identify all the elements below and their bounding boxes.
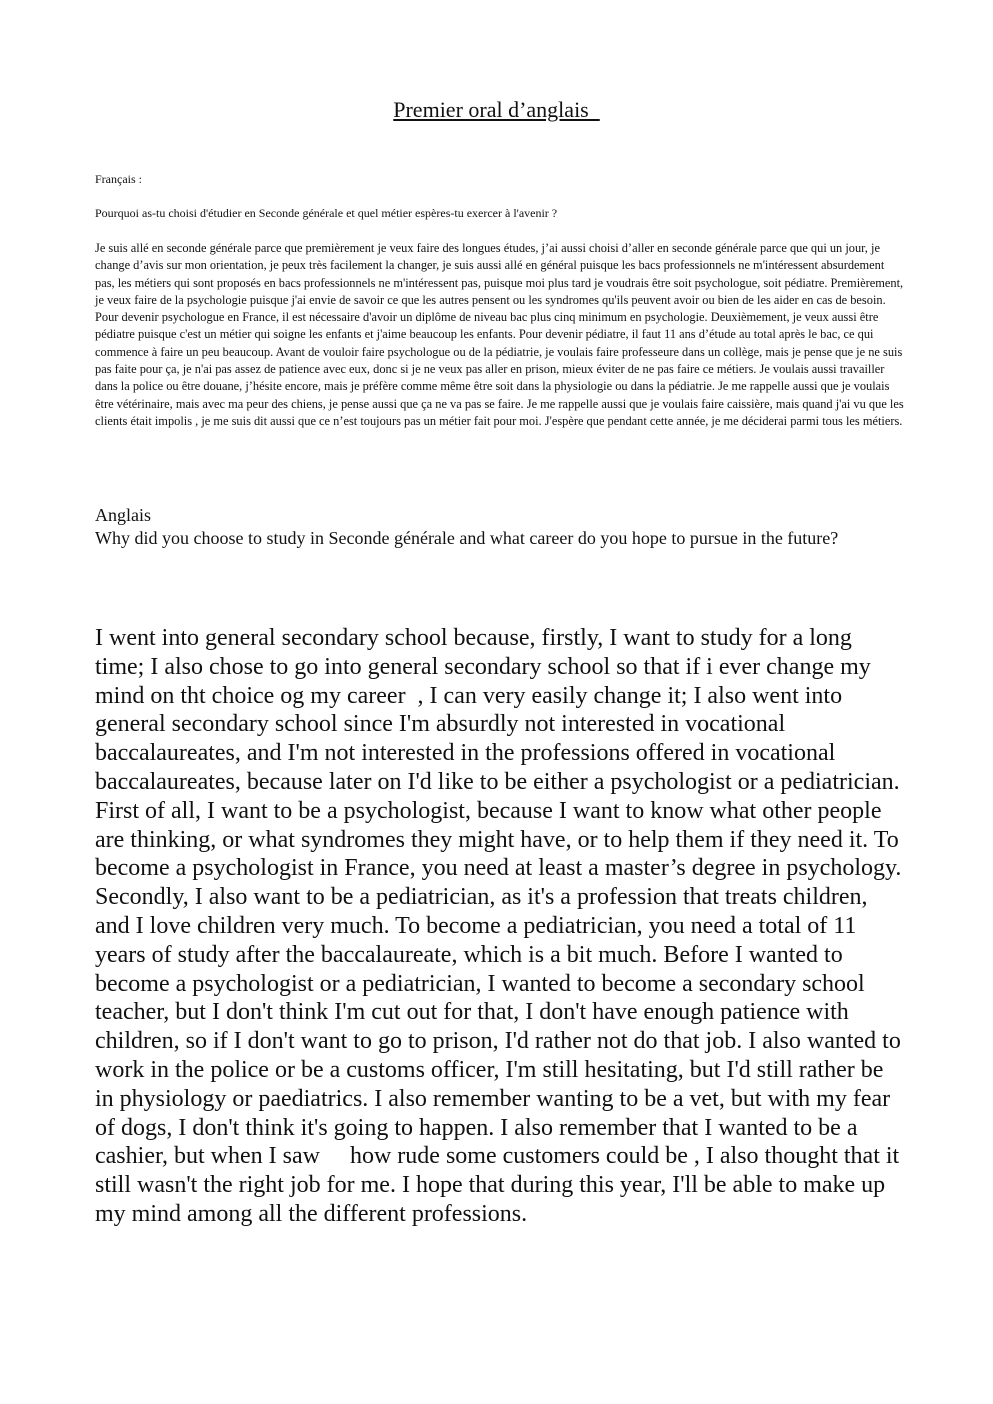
french-question: Pourquoi as-tu choisi d'étudier en Seconde générale et quel métier espères-tu exercer à l'avenir ? xyxy=(95,206,558,220)
french-section-label: Français : xyxy=(95,172,142,186)
english-section-label: Anglais xyxy=(95,505,151,525)
english-question: Why did you choose to study in Seconde générale and what career do you hope to pursue in the future? xyxy=(95,528,839,548)
french-answer-paragraph: Je suis allé en seconde générale parce que premièrement je veux faire des longues études, j’ai aussi choisi d’aller en seconde générale parce que qui un jour, je change d’avis sur mon orientation, je peux très facilement la changer, je suis aussi allé en général puisque les bacs professionnels ne m'intéressent absurdement pas, les métiers qui sont proposés en bacs professionnels ne m'intéressent pas, puisque moi plus tard je voudrais être soit psychologue, soit pédiatre. Premièrement, je veux faire de la psychologie puisque j'ai envie de savoir ce que les autres pensent ou les syndromes qu'ils peuvent avoir ou bien de les aider en cas de besoin. Pour devenir psychologue en France, il est nécessaire d'avoir un diplôme de niveau bac plus cinq minimum en psychologie. Deuxièmement, je veux aussi être pédiatre puisque c'est un métier qui soigne les enfants et j'aime beaucoup les enfants. Pour devenir pédiatre, il faut 11 ans d’étude au total après le bac, ce qui commence à faire un peu beaucoup. Avant de vouloir faire psychologue ou de la pédiatrie, je voulais faire professeure dans un collège, mais je pense que je ne suis pas faite pour ça, je n'ai pas assez de patience avec eux, donc si je ne veux pas aller en prison, mieux éviter de ne pas faire ce métiers. Je voulais aussi travailler dans la police ou être douane, j’hésite encore, mais je préfère comme même être soit dans la physiologie ou dans la pédiatrie. Je me rappelle aussi que je voulais être vétérinaire, mais avec ma peur des chiens, je pense aussi que ça ne va pas se faire. Je me rappelle aussi que je voulais faire caissière, mais quand j'ai vu que les clients était impolis , je me suis dit aussi que ce n’est toujours pas un métier fait pour moi. J'espère que pendant cette année, je me déciderai parmi tous les métiers. xyxy=(95,241,904,428)
english-answer-paragraph: I went into general secondary school because, firstly, I want to study for a long time; I also chose to go into general secondary school so that if i ever change my mind on tht choice og my career , I can very easily change it; I also went into general secondary school since I'm absurdly not interested in vocational baccalaureates, and I'm not interested in the professions offered in vocational baccalaureates, because later on I'd like to be either a psychologist or a pediatrician. First of all, I want to be a psychologist, because I want to know what other people are thinking, or what syndromes they might have, or to help them if they need it. To become a psychologist in France, you need at least a master’s degree in psychology. Secondly, I also want to be a pediatrician, as it's a profession that treats children, and I love children very much. To become a pediatrician, you need a total of 11 years of study after the baccalaureate, which is a bit much. Before I wanted to become a psychologist or a pediatrician, I wanted to become a secondary school teacher, but I don't think I'm cut out for that, I don't have enough patience with children, so if I don't want to go to prison, I'd rather not do that job. I also wanted to work in the police or be a customs officer, I'm still hesitating, but I'd still rather be in physiology or paediatrics. I also remember wanting to be a vet, but with my fear of dogs, I don't think it's going to happen. I also remember that I wanted to be a cashier, but when I saw how rude some customers could be , I also thought that it still wasn't the right job for me. I hope that during this year, I'll be able to make up my mind among all the different professions. xyxy=(95,625,908,1227)
page-title xyxy=(0,96,993,124)
page-title-text: Premier oral d’anglais xyxy=(393,97,600,122)
